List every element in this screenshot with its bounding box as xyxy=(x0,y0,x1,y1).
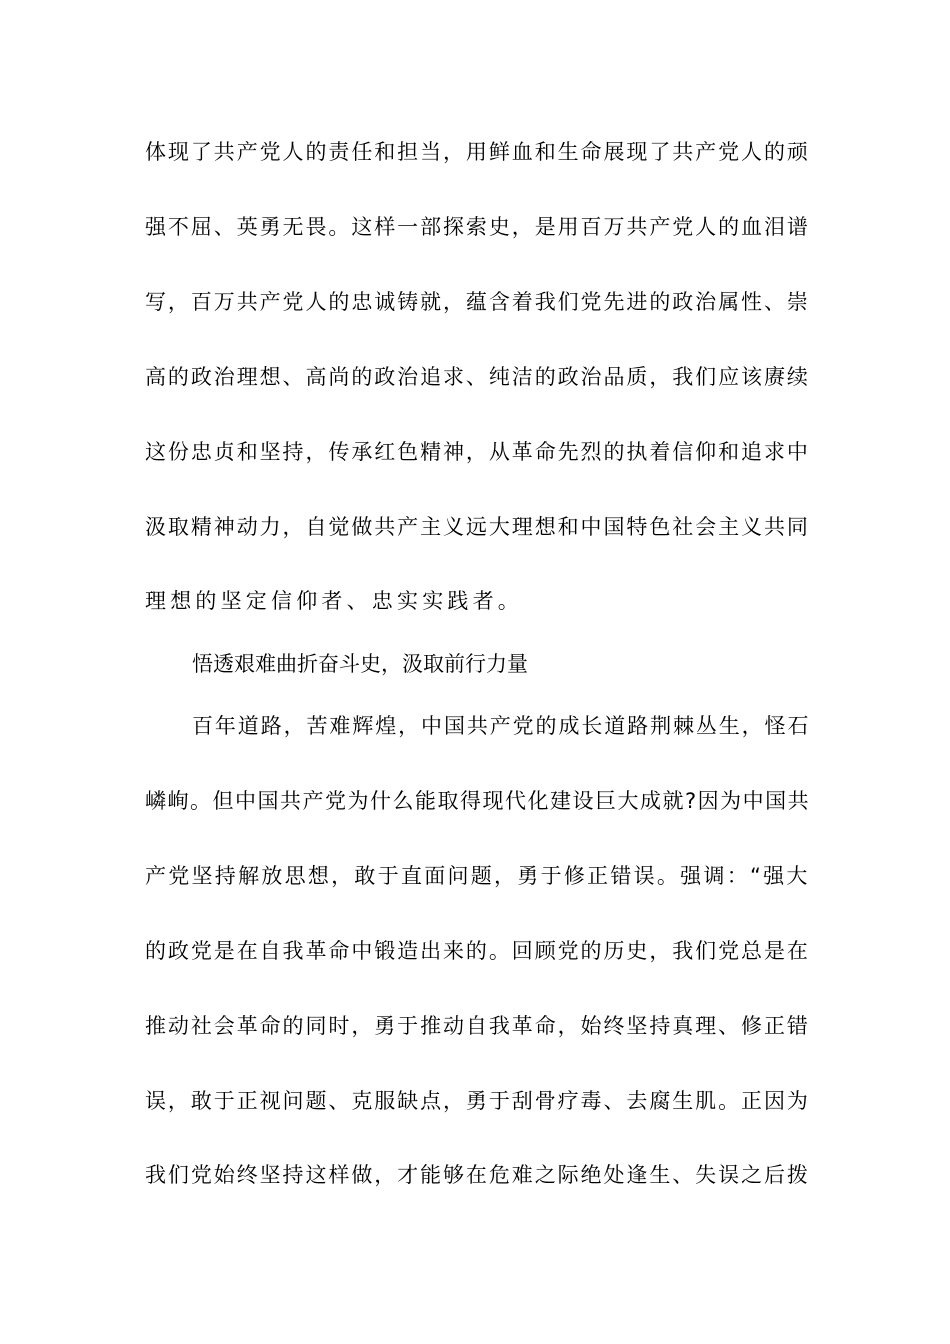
paragraph-line: 强不屈、英勇无畏。这样一部探索史，是用百万共产党人的血泪谱 xyxy=(145,215,810,239)
paragraph-line: 理想的坚定信仰者、忠实实践者。 xyxy=(145,589,523,613)
paragraph-line: 写，百万共产党人的忠诚铸就，蕴含着我们党先进的政治属性、崇 xyxy=(145,290,810,314)
paragraph-line: 的政党是在自我革命中锻造出来的。回顾党的历史，我们党总是在 xyxy=(145,939,810,963)
section-heading: 悟透艰难曲折奋斗史，汲取前行力量 xyxy=(192,652,528,676)
paragraph-line: 推动社会革命的同时，勇于推动自我革命，始终坚持真理、修正错 xyxy=(145,1014,810,1038)
paragraph-line: 这份忠贞和坚持，传承红色精神，从革命先烈的执着信仰和追求中 xyxy=(145,440,810,464)
paragraph-line: 百年道路，苦难辉煌，中国共产党的成长道路荆棘丛生，怪石 xyxy=(192,714,811,738)
paragraph-line: 嶙峋。但中国共产党为什么能取得现代化建设巨大成就?因为中国共 xyxy=(145,789,811,813)
paragraph-line: 汲取精神动力，自觉做共产主义远大理想和中国特色社会主义共同 xyxy=(145,515,810,539)
paragraph-line: 我们党始终坚持这样做，才能够在危难之际绝处逢生、失误之后拨 xyxy=(145,1163,810,1187)
paragraph-line: 高的政治理想、高尚的政治追求、纯洁的政治品质，我们应该赓续 xyxy=(145,365,810,389)
paragraph-line: 体现了共产党人的责任和担当，用鲜血和生命展现了共产党人的顽 xyxy=(145,140,810,164)
paragraph-line: 误，敢于正视问题、克服缺点，勇于刮骨疗毒、去腐生肌。正因为 xyxy=(145,1089,810,1113)
paragraph-line: 产党坚持解放思想，敢于直面问题，勇于修正错误。强调：“强大 xyxy=(145,864,810,888)
